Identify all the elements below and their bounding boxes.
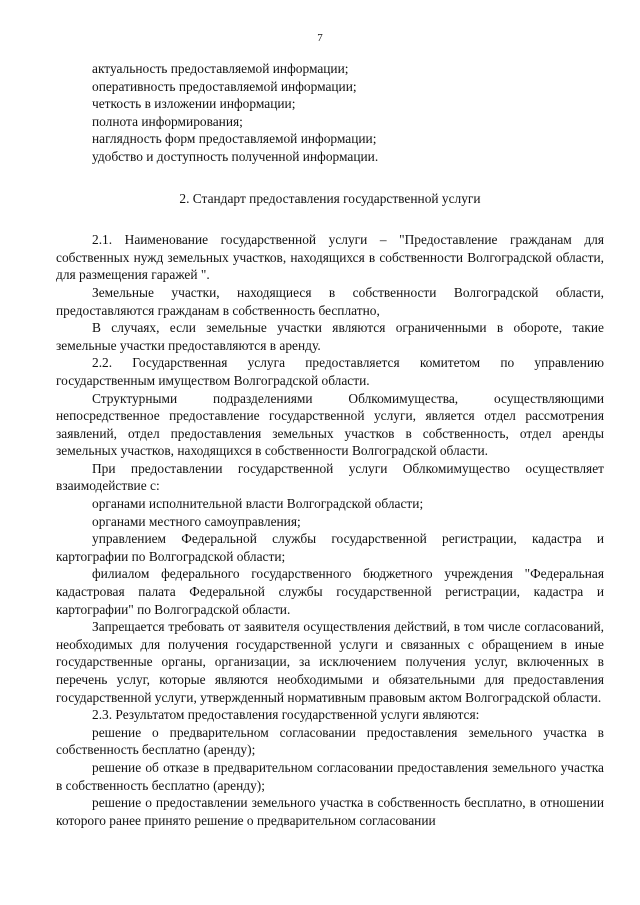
list-item: полнота информирования; (92, 113, 243, 129)
paragraph-result-provision: решение о предоставлении земельного участка в собственность бесплатно, в отношении которого ранее принято решение о предварительном согласовании (56, 795, 604, 828)
paragraph-cadastral-branch: филиалом федерального государственного бюджетного учреждения "Федеральная кадастровая палата Федеральной службы государственной регистрации, кадастра и картографии" по Волгоградской области. (56, 566, 604, 617)
page-number: 7 (317, 32, 323, 44)
list-item: оперативность предоставляемой информации; (92, 78, 357, 94)
paragraph-local-government: органами местного самоуправления; (92, 513, 301, 529)
paragraph-provider: 2.2. Государственная услуга предоставляется комитетом по управлению государственным имуществом Волгоградской области. (56, 355, 604, 388)
list-item: четкость в изложении информации; (92, 96, 296, 112)
list-item: удобство и доступность полученной информации. (92, 148, 379, 164)
paragraph-interaction: При предоставлении государственной услуги Облкомимущество осуществляет взаимодействие с: (56, 460, 604, 494)
paragraph-subdivisions: Структурными подразделениями Облкомимущества, осуществляющими непосредственное предоставление государственной услуги, является отдел рассмотрения заявлений, отдел предоставления земельных участков в собственность, отдел аренды земельных участков, находящихся в собственности Волгоградской области. (56, 390, 604, 459)
paragraph-free-ownership: Земельные участки, находящиеся в собственности Волгоградской области, предоставляются гражданам в собственность бесплатно, (56, 284, 604, 318)
paragraph-lease-case: В случаях, если земельные участки являются ограниченными в обороте, такие земельные участки предоставляются в аренду. (56, 320, 604, 353)
paragraph-result-preliminary: решение о предварительном согласовании предоставления земельного участка в собственность бесплатно (аренду); (56, 724, 604, 758)
paragraph-executive-bodies: органами исполнительной власти Волгоградской области; (92, 496, 424, 512)
list-item: наглядность форм предоставляемой информации; (92, 131, 377, 147)
paragraph-result-refusal: решение об отказе в предварительном согласовании предоставления земельного участка в собственность бесплатно (аренду); (56, 759, 604, 793)
paragraph-registration-service: управлением Федеральной службы государственной регистрации, кадастра и картографии по Волгоградской области; (56, 531, 604, 564)
section-heading: 2. Стандарт предоставления государственной услуги (179, 190, 481, 206)
criteria-list (56, 60, 604, 166)
paragraph-results-heading: 2.3. Результатом предоставления государственной услуги являются: (92, 707, 480, 723)
document-body (56, 60, 604, 829)
paragraph-prohibition: Запрещается требовать от заявителя осуществления действий, в том числе согласований, необходимых для получения государственной услуги и связанных с обращением в иные государственные органы, организации, за исключением получения услуг, включенных в перечень услуг, которые являются необходимыми и обязательными для предоставления государственной услуги, утвержденный нормативным правовым актом Волгоградской области. (56, 619, 604, 705)
paragraph-service-name: 2.1. Наименование государственной услуги – "Предоставление гражданам для собственных нужд земельных участков, находящихся в собственности Волгоградской области, для размещения гаражей ". (56, 232, 604, 283)
list-item: актуальность предоставляемой информации; (92, 61, 349, 76)
